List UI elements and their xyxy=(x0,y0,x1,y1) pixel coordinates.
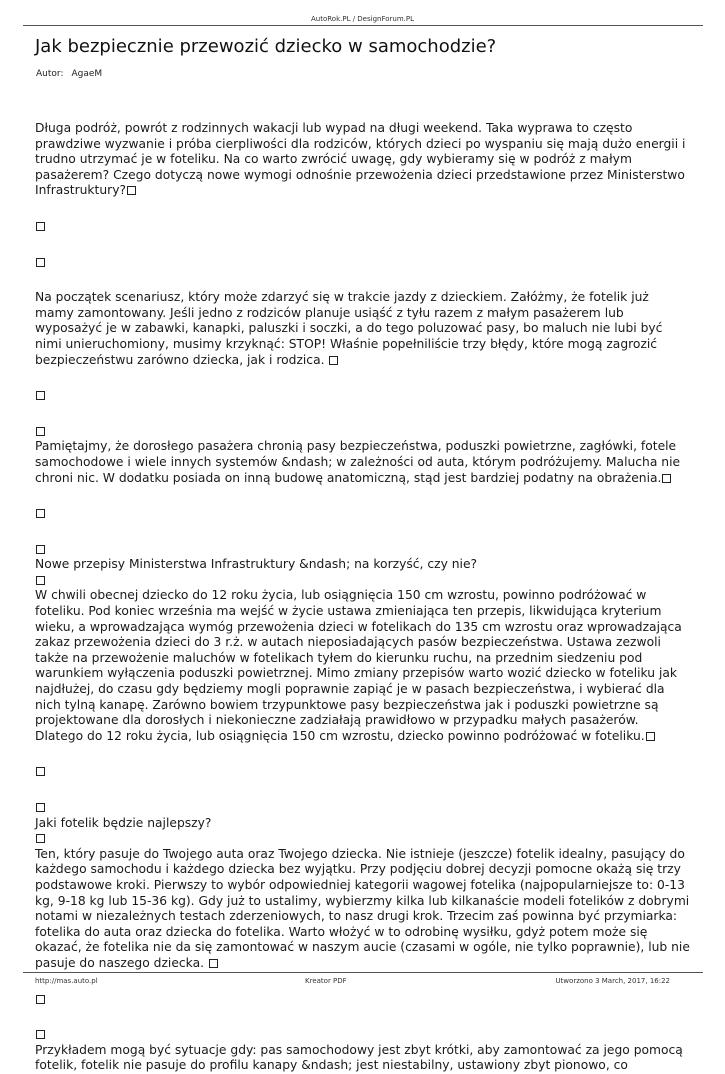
footer-url: http://mas.auto.pl xyxy=(35,977,98,985)
paragraph-examples: Przykładem mogą być sytuacje gdy: pas samochodowy jest zbyt krótki, aby zamontować za jego pomocą fotelik, fotelik nie pasuje do profilu kanapy &ndash; jest niestabilny, ustawiony zbyt pionowo, co xyxy=(35,1042,683,1073)
author-label: Autor: xyxy=(36,69,64,79)
article-author xyxy=(36,69,102,79)
missing-glyph-icon xyxy=(36,576,45,585)
missing-glyph-icon xyxy=(36,767,45,776)
header-divider xyxy=(23,25,703,26)
missing-glyph-icon xyxy=(36,509,45,518)
missing-glyph-icon xyxy=(36,391,45,400)
author-name: AgaeM xyxy=(71,69,103,79)
paragraph-scenario: Na początek scenariusz, który może zdarzyć się w trakcie jazdy z dzieckiem. Załóżmy, że fotelik już mamy zamontowany. Jeśli jedno z rodziców planuje usiąść z tyłu razem z małym pasażerem lub wyposażyć je w zabawki, kanapki, paluszki i soczki, a do tego poluzować pasy, bo maluch nie lubi być nimi unieruchomiony, musimy krzyknąć: STOP! Właśnie popełniliście trzy błędy, które mogą zagrozić bezpieczeństwu zarówno dziecka, jak i rodzica. xyxy=(35,290,663,367)
page-header-site: AutoRok.PL / DesignForum.PL xyxy=(310,15,414,23)
missing-glyph-icon xyxy=(36,803,45,812)
article-title: Jak bezpiecznie przewozić dziecko w samochodzie? xyxy=(35,36,497,57)
missing-glyph-icon xyxy=(127,186,136,195)
missing-glyph-icon xyxy=(36,834,45,843)
paragraph-best-seat: Ten, który pasuje do Twojego auta oraz Twojego dziecka. Nie istnieje (jeszcze) fotelik idealny, pasujący do każdego samochodu i każdego dziecka bez wyjątku. Przy podjęciu dobrej decyzji pomocne okażą się trzy podstawowe kroki. Pierwszy to wybór odpowiedniej kategorii wagowej fotelika (najpopularniejsze to: 0-13 kg, 9-18 kg lub 15-36 kg). Gdy już to ustalimy, wybierzmy kilka lub kilkanaście modeli fotelików z dobrymi notami w niezależnych testach zderzeniowych, to nasz drugi krok. Trzecim zaś powinna być przymiarka: fotelika do auta oraz dziecka do fotelika. Warto włożyć w to odrobinę wysiłku, gdyż potem może się okazać, że fotelika nie da się zamontować w naszym aucie (czasami w ogóle, nie tylko poprawnie), lub nie pasuje do naszego dziecka. xyxy=(35,846,690,970)
missing-glyph-icon xyxy=(36,1030,45,1039)
missing-glyph-icon xyxy=(209,959,218,968)
missing-glyph-icon xyxy=(646,732,655,741)
missing-glyph-icon xyxy=(36,545,45,554)
article-body xyxy=(35,121,690,1074)
paragraph-protection: Pamiętajmy, że dorosłego pasażera chronią pasy bezpieczeństwa, poduszki powietrzne, zagłówki, fotele samochodowe i wiele innych systemów &ndash; w zależności od auta, którym podróżujemy. Malucha nie chroni nic. W dodatku posiada on inną budowę anatomiczną, stąd jest bardziej podatny na obrażenia. xyxy=(35,439,681,485)
missing-glyph-icon xyxy=(36,222,45,231)
section-heading-best-seat: Jaki fotelik będzie najlepszy? xyxy=(35,815,212,830)
footer-created: Utworzono 3 March, 2017, 16:22 xyxy=(555,977,670,985)
paragraph-intro: Długa podróż, powrót z rodzinnych wakacji lub wypad na długi weekend. Taka wyprawa to często prawdziwe wyzwanie i próba cierpliwości dla rodziców, których dzieci po wyspaniu się mają dużo energii i trudno utrzymać je w foteliku. Na co warto zwrócić uwagę, gdy wybieramy się w podróż z małym pasażerem? Czego dotyczą nowe wymogi odnośnie przewożenia dzieci przedstawione przez Ministerstwo Infrastruktury? xyxy=(35,121,686,198)
missing-glyph-icon xyxy=(329,356,338,365)
section-heading-regulations: Nowe przepisy Ministerstwa Infrastruktury &ndash; na korzyść, czy nie? xyxy=(35,557,478,572)
footer-generator: Kreator PDF xyxy=(305,977,347,985)
missing-glyph-icon xyxy=(36,258,45,267)
footer-divider xyxy=(23,972,703,973)
missing-glyph-icon xyxy=(36,995,45,1004)
missing-glyph-icon xyxy=(662,474,671,483)
paragraph-regulations: W chwili obecnej dziecko do 12 roku życia, lub osiągnięcia 150 cm wzrostu, powinno podróżować w foteliku. Pod koniec września ma wejść w życie ustawa zmieniająca ten przepis, likwidująca kryterium wieku, a wprowadzająca wymóg przewożenia dzieci w fotelikach do 135 cm wzrostu oraz wprowadzająca zakaz przewożenia dzieci do 3 r.ż. w autach nieposiadających pasów bezpieczeństwa. Ustawa zezwoli także na przewożenie maluchów w fotelikach tyłem do kierunku ruchu, na przednim siedzeniu pod warunkiem wyłączenia poduszki powietrznej. Mimo zmiany przepisów warto wozić dziecko w foteliku jak najdłużej, do czasu gdy będziemy mogli poprawnie zapiąć je w pasach bezpieczeństwa, i wybierać dla nich tylną kanapę. Zarówno bowiem trzypunktowe pasy bezpieczeństwa jak i poduszki powietrzne są projektowane dla dorosłych i niekonieczne zadziałają prawidłowo w przypadku małych pasażerów. Dlatego do 12 roku życia, lub osiągnięcia 150 cm wzrostu, dziecko powinno podróżować w foteliku. xyxy=(35,588,682,743)
missing-glyph-icon xyxy=(36,427,45,436)
